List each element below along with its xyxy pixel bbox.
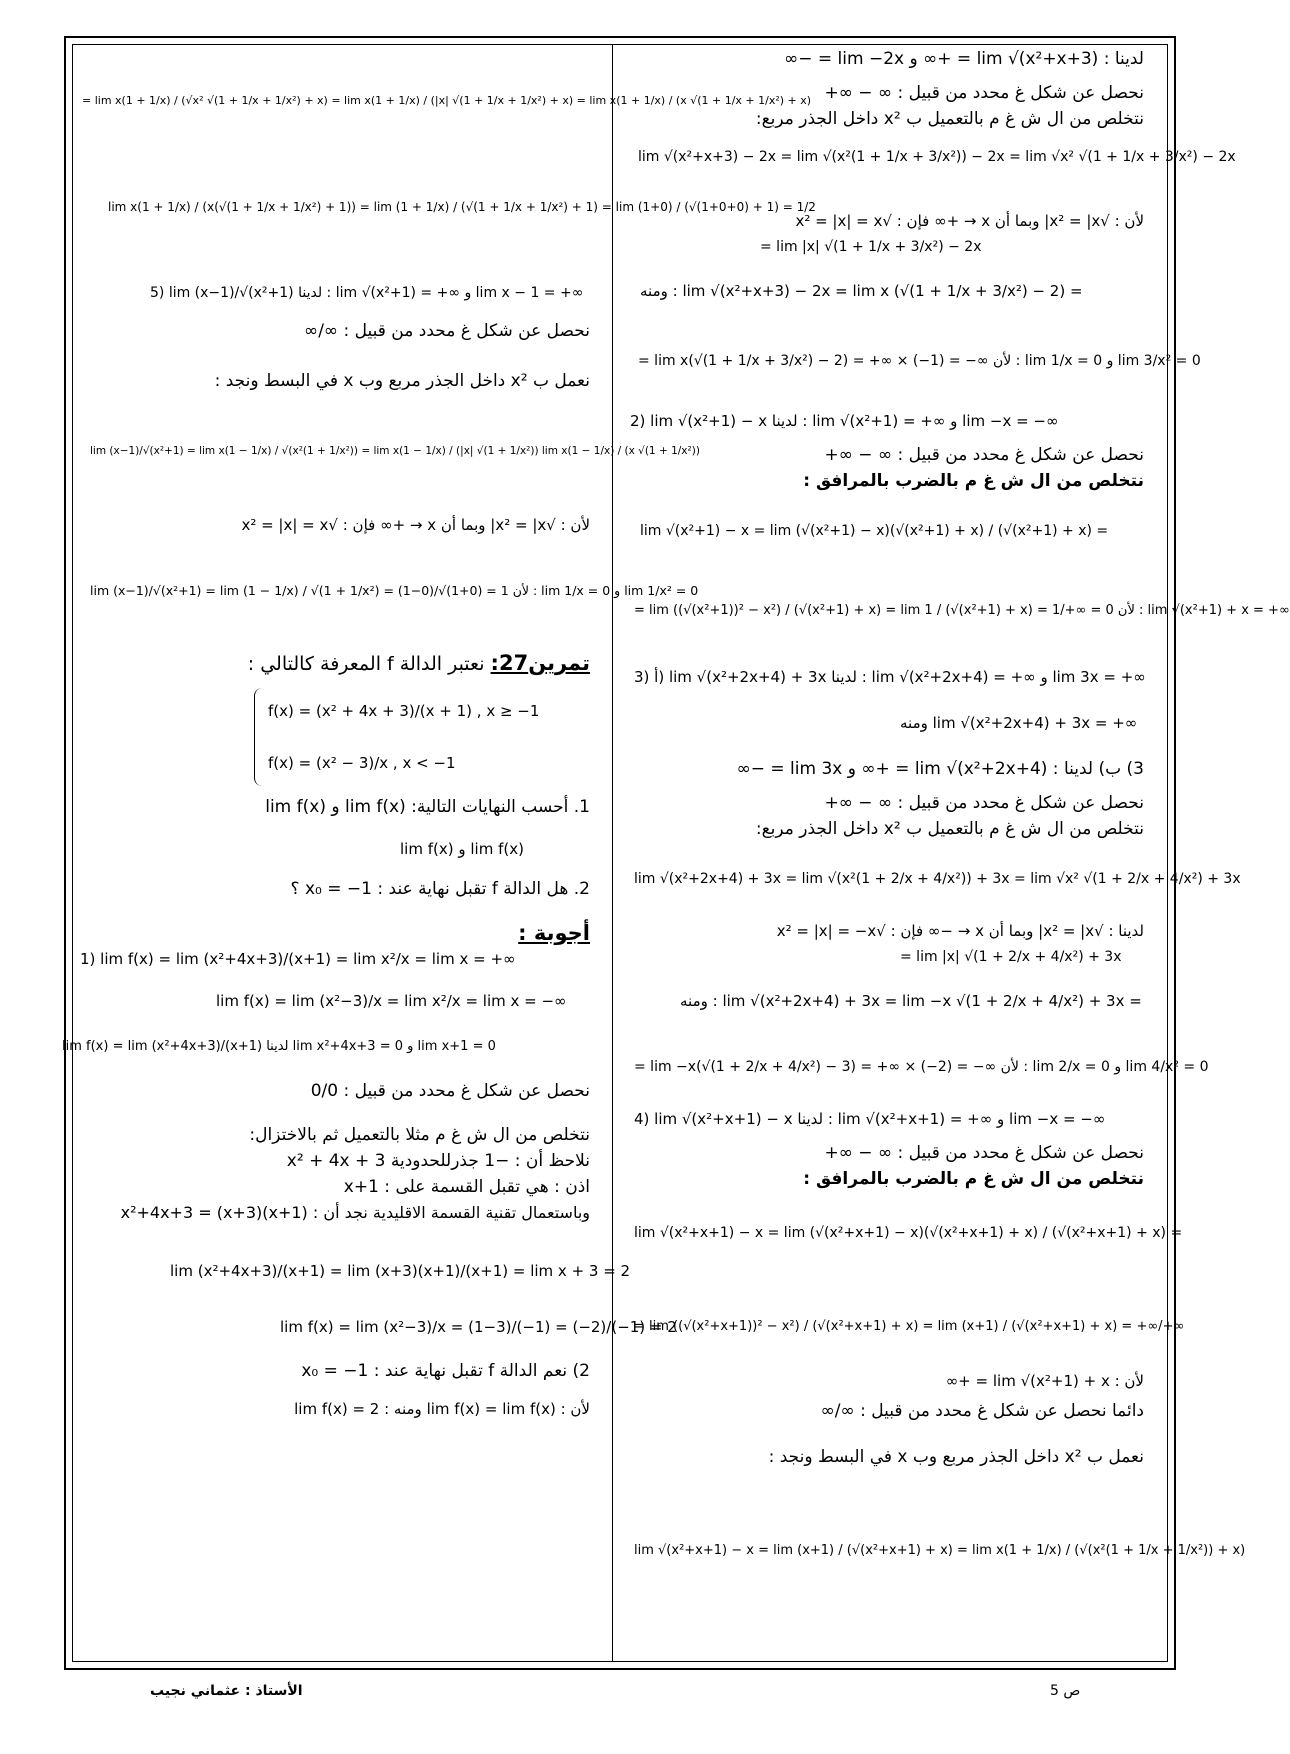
r-line-22: 4) lim √(x²+x+1) − x لدينا : lim √(x²+x+1) = +∞ و lim −x = −∞ — [634, 1110, 1106, 1128]
l-line-6: lim (x−1)/√(x²+1) = lim x(1 − 1/x) / √(x²(1 + 1/x²)) = lim x(1 − 1/x) / (|x| √(1 + 1/x²)) lim x(1 − 1/x) / (x √(1 + 1/x²)) — [90, 445, 700, 457]
r-line-4: lim √(x²+x+3) − 2x = lim √(x²(1 + 1/x + 3/x²)) − 2x = lim √x² √(1 + 1/x + 3/x²) − 2x — [638, 149, 1236, 165]
l-line-17: lim f(x) = lim (x²+4x+3)/(x+1) لدينا lim x²+4x+3 = 0 و lim x+1 = 0 — [62, 1039, 496, 1054]
l-line-21: اذن : هي تقبل القسمة على : x+1 — [343, 1177, 590, 1197]
r-line-8: 2) lim √(x²+1) − x لدينا : lim √(x²+1) = +∞ و lim −x = −∞ — [630, 412, 1059, 430]
r-line-21: = lim −x(√(1 + 2/x + 4/x²) − 3) = +∞ × (−2) = −∞ لأن : lim 2/x = 0 و lim 4/x² = 0 — [634, 1059, 1209, 1075]
column-divider — [612, 44, 613, 1662]
r-line-10: نتخلص من ال ش غ م بالضرب بالمرافق : — [803, 471, 1144, 491]
r-line-25: lim √(x²+x+1) − x = lim (√(x²+x+1) − x)(√(x²+x+1) + x) / (√(x²+x+1) + x) = — [634, 1225, 1183, 1241]
l-line-24: lim f(x) = lim (x²−3)/x = (1−3)/(−1) = (−2)/(−1) = 2 — [280, 1318, 677, 1336]
r-line-24: نتخلص من ال ش غ م بالضرب بالمرافق : — [803, 1169, 1144, 1189]
r-line-26: = lim ((√(x²+x+1))² − x²) / (√(x²+x+1) + x) = lim (x+1) / (√(x²+x+1) + x) = +∞/+∞ — [634, 1319, 1185, 1334]
footer-page-number: ص 5 — [1050, 1683, 1081, 1699]
r-line-2: نحصل عن شكل غ محدد من قبيل : ∞ − ∞+ — [824, 83, 1144, 103]
l-line-18: نحصل عن شكل غ محدد من قبيل : 0/0 — [310, 1081, 590, 1101]
exercise-27-line — [248, 652, 590, 675]
answers-heading: أجوبة : — [518, 921, 590, 945]
exercise-27-heading: تمرين27: — [490, 651, 590, 675]
l-line-2: lim x(1 + 1/x) / (x(√(1 + 1/x + 1/x²) + 1)) = lim (1 + 1/x) / (√(1 + 1/x + 1/x²) + 1) = lim (1+0) / (√(1+0+0) + 1) = 1/2 — [108, 200, 816, 214]
r-line-13: 3) أ) lim √(x²+2x+4) + 3x لدينا : lim √(x²+2x+4) = +∞ و lim 3x = +∞ — [634, 668, 1146, 686]
l-line-12: 1. أحسب النهايات التالية: lim f(x) و lim f(x) — [265, 797, 590, 817]
l-line-20: نلاحظ أن : −1 جذرللحدودية x² + 4x + 3 — [286, 1151, 590, 1171]
l-line-4: نحصل عن شكل غ محدد من قبيل : ∞/∞ — [304, 321, 590, 341]
r-line-1: لدينا : lim √(x²+x+3) = +∞ و lim −2x = −∞ — [784, 49, 1144, 69]
r-line-14: ومنه lim √(x²+2x+4) + 3x = +∞ — [900, 714, 1138, 732]
piecewise-brace — [254, 688, 263, 786]
r-line-30: lim √(x²+x+1) − x = lim (x+1) / (√(x²+x+1) + x) = lim x(1 + 1/x) / (√(x²(1 + 1/x + 1/x²)) + x) — [634, 1543, 1246, 1558]
r-line-28: دائما نحصل عن شكل غ محدد من قبيل : ∞/∞ — [820, 1401, 1144, 1421]
r-line-20: ومنه : lim √(x²+2x+4) + 3x = lim −x √(1 + 2/x + 4/x²) + 3x = — [680, 992, 1142, 1010]
r-line-5b: = lim |x| √(1 + 1/x + 3/x²) − 2x — [760, 239, 982, 255]
l-line-16: lim f(x) = lim (x²−3)/x = lim x²/x = lim x = −∞ — [216, 992, 567, 1010]
l-line-8: lim (x−1)/√(x²+1) = lim (1 − 1/x) / √(1 + 1/x²) = (1−0)/√(1+0) = 1 لأن : lim 1/x = 0 و lim 1/x² = 0 — [90, 583, 699, 598]
l-line-11: f(x) = (x² − 3)/x , x < −1 — [268, 754, 456, 772]
r-line-12: = lim ((√(x²+1))² − x²) / (√(x²+1) + x) = lim 1 / (√(x²+1) + x) = 1/+∞ = 0 لأن : lim √(x²+1) + x = +∞ — [634, 603, 1290, 618]
r-line-29: نعمل ب x² داخل الجذر مربع وب x في البسط ونجد : — [768, 1447, 1144, 1467]
footer-teacher: الأستاذ : عثماني نجيب — [150, 1683, 303, 1699]
l-line-25: 2) نعم الدالة f تقبل نهاية عند : x₀ = −1 — [301, 1361, 590, 1381]
l-line-23: lim (x²+4x+3)/(x+1) = lim (x+3)(x+1)/(x+1) = lim x + 3 = 2 — [170, 1262, 631, 1280]
r-line-15: 3) ب) لدينا : lim √(x²+2x+4) = +∞ و lim 3x = −∞ — [736, 759, 1144, 779]
r-line-5: لأن : √x² = |x| وبما أن x → +∞ فإن : √x² = |x| = x — [795, 212, 1144, 230]
exercise-27-statement: نعتبر الدالة f المعرفة كالتالي : — [247, 653, 485, 675]
r-line-27: لأن : lim √(x²+1) + x = +∞ — [945, 1372, 1144, 1390]
l-line-1: = lim x(1 + 1/x) / (√x² √(1 + 1/x + 1/x²) + x) = lim x(1 + 1/x) / (|x| √(1 + 1/x + 1/x²) + x) = lim x(1 + 1/x) / (x √(1 + 1/x + 1/x²) + x) — [82, 94, 812, 107]
l-line-3: 5) lim (x−1)/√(x²+1) لدينا : lim √(x²+1) = +∞ و lim x − 1 = +∞ — [150, 285, 584, 301]
l-line-22: وباستعمال تقنية القسمة الاقليدية نجد أن : x²+4x+3 = (x+3)(x+1) — [120, 1203, 590, 1222]
l-line-15: 1) lim f(x) = lim (x²+4x+3)/(x+1) = lim x²/x = lim x = +∞ — [80, 950, 516, 968]
r-line-17: نتخلص من ال ش غ م بالتعميل ب x² داخل الجذر مربع: — [755, 819, 1144, 839]
r-line-18: lim √(x²+2x+4) + 3x = lim √(x²(1 + 2/x + 4/x²)) + 3x = lim √x² √(1 + 2/x + 4/x²) + 3x — [634, 871, 1241, 887]
r-line-19: لدينا : √x² = |x| وبما أن x → −∞ فإن : √x² = |x| = −x — [776, 922, 1144, 940]
r-line-16: نحصل عن شكل غ محدد من قبيل : ∞ − ∞+ — [824, 793, 1144, 813]
l-line-10: f(x) = (x² + 4x + 3)/(x + 1) , x ≥ −1 — [268, 702, 540, 720]
l-line-19: نتخلص من ال ش غ م مثلا بالتعميل ثم بالاختزال: — [249, 1125, 590, 1145]
r-line-19b: = lim |x| √(1 + 2/x + 4/x²) + 3x — [900, 949, 1122, 965]
r-line-11: lim √(x²+1) − x = lim (√(x²+1) − x)(√(x²+1) + x) / (√(x²+1) + x) = — [640, 523, 1109, 539]
r-line-7: = lim x(√(1 + 1/x + 3/x²) − 2) = +∞ × (−1) = −∞ لأن : lim 1/x = 0 و lim 3/x² = 0 — [638, 353, 1201, 369]
l-line-5: نعمل ب x² داخل الجذر مربع وب x في البسط ونجد : — [214, 371, 590, 391]
answers-line — [518, 922, 590, 946]
l-line-13: lim f(x) و lim f(x) — [400, 840, 524, 858]
r-line-9: نحصل عن شكل غ محدد من قبيل : ∞ − ∞+ — [824, 445, 1144, 465]
l-line-7: لأن : √x² = |x| وبما أن x → +∞ فإن : √x² = |x| = x — [241, 516, 590, 534]
r-line-6: ومنه : lim √(x²+x+3) − 2x = lim x (√(1 + 1/x + 3/x²) − 2) = — [640, 282, 1083, 300]
l-line-26: لأن : lim f(x) = lim f(x) ومنه : lim f(x) = 2 — [294, 1400, 590, 1418]
r-line-23: نحصل عن شكل غ محدد من قبيل : ∞ − ∞+ — [824, 1143, 1144, 1163]
r-line-3: نتخلص من ال ش غ م بالتعميل ب x² داخل الجذر مربع: — [755, 109, 1144, 129]
l-line-14: 2. هل الدالة f تقبل نهاية عند : x₀ = −1 ؟ — [290, 879, 590, 899]
